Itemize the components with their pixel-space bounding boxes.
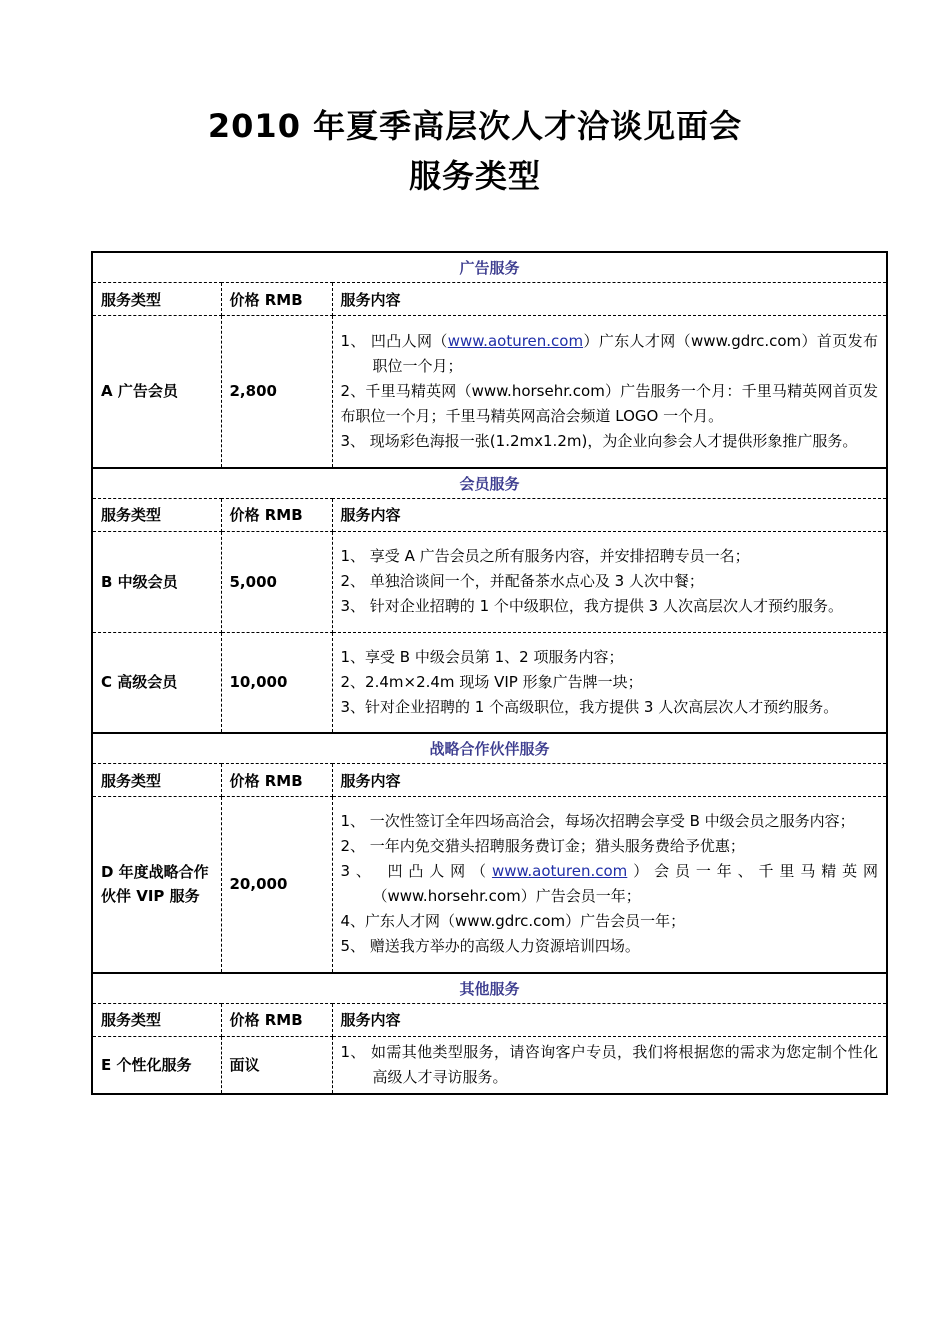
content-item-text: 1、 一次性签订全年四场高洽会，每场次招聘会享受 B 中级会员之服务内容； [340,812,855,831]
content-item-text: 4、广东人才网（www.gdrc.com）广告会员一年； [340,912,686,931]
content-item-text: 1、 享受 A 广告会员之所有服务内容，并安排招聘专员一名； [340,547,750,565]
column-header-content: 服务内容 [332,498,887,531]
column-header-row [92,283,887,316]
section-header-row [92,468,887,499]
content-item [341,594,879,619]
content-item [341,329,879,379]
section-header-row [92,252,887,283]
service-row [92,797,887,973]
column-header-type: 服务类型 [92,283,221,316]
title-line-1: 2010 年夏季高层次人才洽谈见面会 [207,107,743,145]
service-type-cell: C 高级会员 [92,632,221,733]
column-header-price: 价格 RMB [221,764,332,797]
service-row [92,316,887,468]
column-header-content: 服务内容 [332,764,887,797]
column-header-type: 服务类型 [92,1003,221,1036]
content-item [341,834,879,859]
content-item [341,695,879,720]
service-type-cell: E 个性化服务 [92,1036,221,1094]
website-link[interactable]: www.aoturen.com [491,862,628,881]
column-header-row [92,1003,887,1036]
service-content-cell [332,531,887,632]
content-item [341,544,879,569]
column-header-content: 服务内容 [332,1003,887,1036]
service-row [92,1036,887,1094]
section-title: 战略合作伙伴服务 [92,733,887,764]
service-type-cell: B 中级会员 [92,531,221,632]
service-content-cell [332,797,887,973]
content-item-text: 2、千里马精英网（www.horsehr.com）广告服务一个月：千里马精英网首页发布职位一个月；千里马精英网高洽会频道 LOGO 一个月。 [340,381,878,425]
service-row [92,632,887,733]
column-header-content: 服务内容 [332,283,887,316]
content-item-text-tail: ）会员一年、千里马精英网（www.horsehr.com）广告会员一年； [372,862,878,906]
content-item-text: 2、2.4m×2.4m 现场 VIP 形象广告牌一块； [340,672,643,691]
service-price-cell: 2,800 [221,316,332,468]
section-header-row [92,973,887,1004]
column-header-price: 价格 RMB [221,1003,332,1036]
content-item [341,1040,879,1090]
content-item-text: 3、 针对企业招聘的 1 个中级职位，我方提供 3 人次高层次人才预约服务。 [340,597,843,615]
content-item [341,645,879,670]
content-item [341,670,879,695]
section-title: 其他服务 [92,973,887,1004]
content-item [341,859,879,909]
service-content-cell [332,1036,887,1094]
content-item-text-tail: ）广东人才网（www.gdrc.com）首页发布职位一个月； [372,331,878,375]
section-header-row [92,733,887,764]
section-title: 会员服务 [92,468,887,499]
section-title: 广告服务 [92,252,887,283]
service-content-cell [332,316,887,468]
content-item-text: 2、 单独洽谈间一个，并配备茶水点心及 3 人次中餐； [340,572,704,590]
service-price-cell: 20,000 [221,797,332,973]
service-table [91,251,888,1095]
column-header-price: 价格 RMB [221,498,332,531]
service-content-cell [332,632,887,733]
service-price-cell: 面议 [221,1036,332,1094]
content-item [341,934,879,959]
content-item [341,569,879,594]
content-item-text: 3、 现场彩色海报一张(1.2mx1.2m)，为企业向参会人才提供形象推广服务。 [340,431,858,450]
website-link[interactable]: www.aoturen.com [447,331,584,350]
service-type-cell: A 广告会员 [92,316,221,468]
content-item-text: 1、 如需其他类型服务，请咨询客户专员，我们将根据您的需求为您定制个性化高级人才寻访服务。 [340,1042,878,1086]
column-header-row [92,764,887,797]
service-row [92,531,887,632]
service-price-cell: 10,000 [221,632,332,733]
content-item-text: 3、 凹凸人网（ [340,862,492,881]
service-price-cell: 5,000 [221,531,332,632]
content-item [341,809,879,834]
service-type-cell: D 年度战略合作伙伴 VIP 服务 [92,797,221,973]
content-item-text: 1、 凹凸人网（ [340,331,448,350]
column-header-type: 服务类型 [92,498,221,531]
content-item-text: 1、享受 B 中级会员第 1、2 项服务内容； [340,647,624,666]
content-item [341,909,879,934]
content-item-text: 3、针对企业招聘的 1 个高级职位，我方提供 3 人次高层次人才预约服务。 [340,697,839,716]
content-item [341,379,879,429]
content-item-text: 2、 一年内免交猎头招聘服务费订金；猎头服务费给予优惠； [340,837,745,856]
content-item [341,429,879,454]
service-table-body [92,252,887,1094]
content-item-text: 5、 赠送我方举办的高级人力资源培训四场。 [340,937,640,956]
title-line-2: 服务类型 [408,156,541,195]
column-header-type: 服务类型 [92,764,221,797]
column-header-row [92,498,887,531]
column-header-price: 价格 RMB [221,283,332,316]
document-title [0,102,950,201]
